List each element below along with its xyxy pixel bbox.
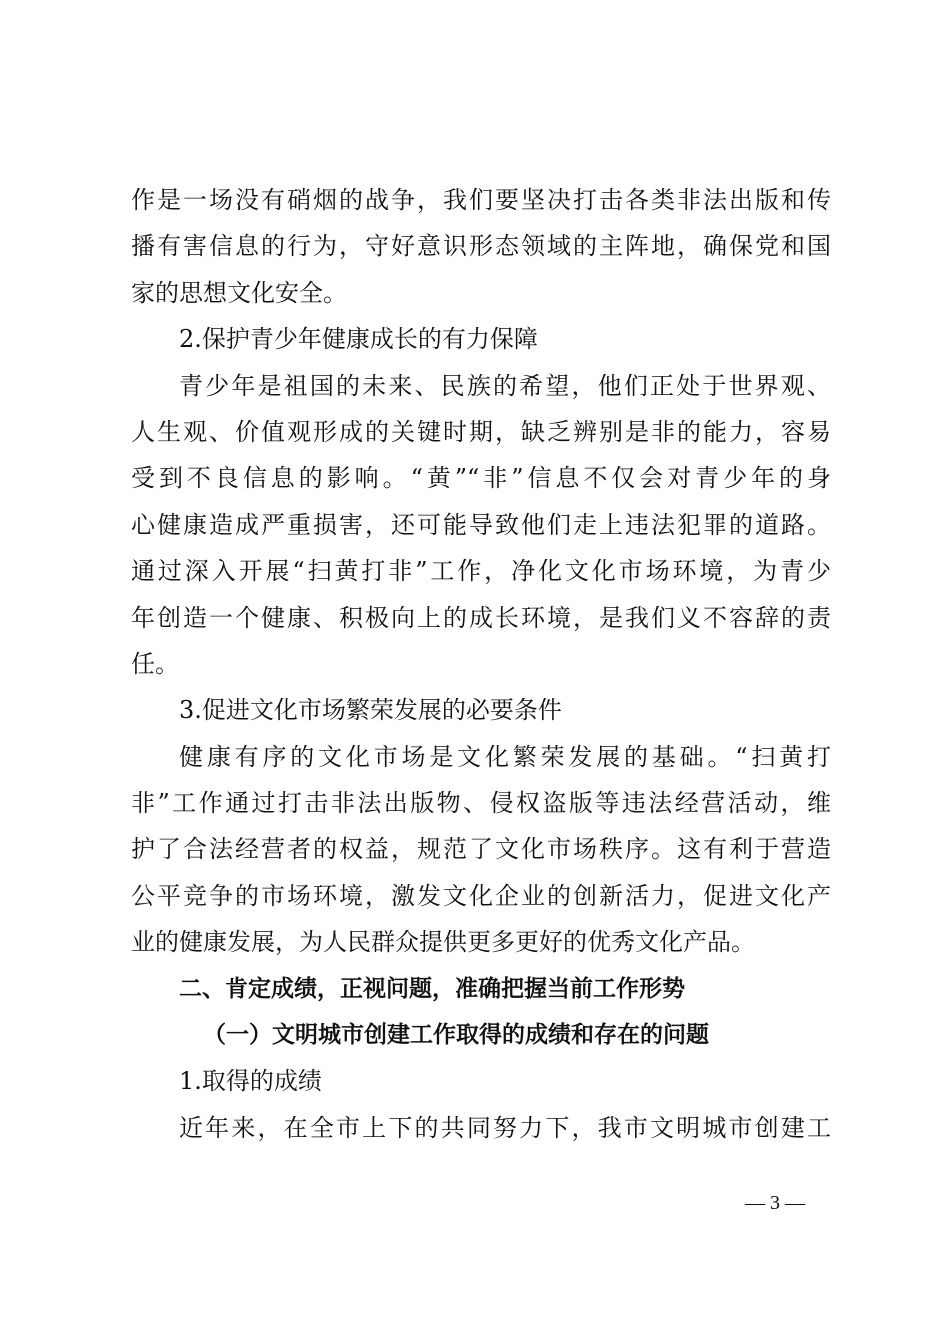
paragraph-line: 任。 — [131, 649, 179, 678]
paragraph-line: 年创造一个健康、积极向上的成长环境，是我们义不容辞的责 — [131, 603, 831, 632]
paragraph-line: 业的健康发展，为人民群众提供更多更好的优秀文化产品。 — [131, 928, 755, 957]
paragraph-line: 通过深入开展“扫黄打非”工作，净化文化市场环境，为青少 — [131, 557, 831, 586]
section-heading: 1.取得的成绩 — [179, 1067, 322, 1096]
paragraph-line: 非”工作通过打击非法出版物、侵权盗版等违法经营活动，维 — [131, 789, 831, 818]
paragraph-line: 近年来，在全市上下的共同努力下，我市文明城市创建工 — [179, 1113, 831, 1142]
paragraph-line: 青少年是祖国的未来、民族的希望，他们正处于世界观、 — [179, 371, 831, 400]
paragraph-line: 公平竞争的市场环境，激发文化企业的创新活力，促进文化产 — [131, 881, 831, 910]
paragraph-line: 播有害信息的行为，守好意识形态领域的主阵地，确保党和国 — [131, 232, 831, 261]
section-heading: 3.促进文化市场繁荣发展的必要条件 — [179, 696, 562, 725]
paragraph-line: 家的思想文化安全。 — [131, 278, 347, 307]
sub-heading: （一）文明城市创建工作取得的成绩和存在的问题 — [203, 1021, 709, 1049]
paragraph-line: 心健康造成严重损害，还可能导致他们走上违法犯罪的道路。 — [131, 510, 831, 539]
paragraph-line: 护了合法经营者的权益，规范了文化市场秩序。这有利于营造 — [131, 835, 831, 864]
page-number: — 3 — — [745, 1192, 805, 1214]
paragraph-line: 作是一场没有硝烟的战争，我们要坚决打击各类非法出版和传 — [131, 186, 831, 214]
body-text — [131, 177, 831, 1151]
paragraph-line: 人生观、价值观形成的关键时期，缺乏辨别是非的能力，容易 — [131, 417, 831, 446]
paragraph-line: 受到不良信息的影响。“黄”“非”信息不仅会对青少年的身 — [131, 464, 831, 493]
chapter-heading: 二、肯定成绩，正视问题，准确把握当前工作形势 — [179, 975, 685, 1002]
section-heading: 2.保护青少年健康成长的有力保障 — [179, 325, 538, 354]
paragraph-line: 健康有序的文化市场是文化繁荣发展的基础。“扫黄打 — [179, 742, 831, 771]
